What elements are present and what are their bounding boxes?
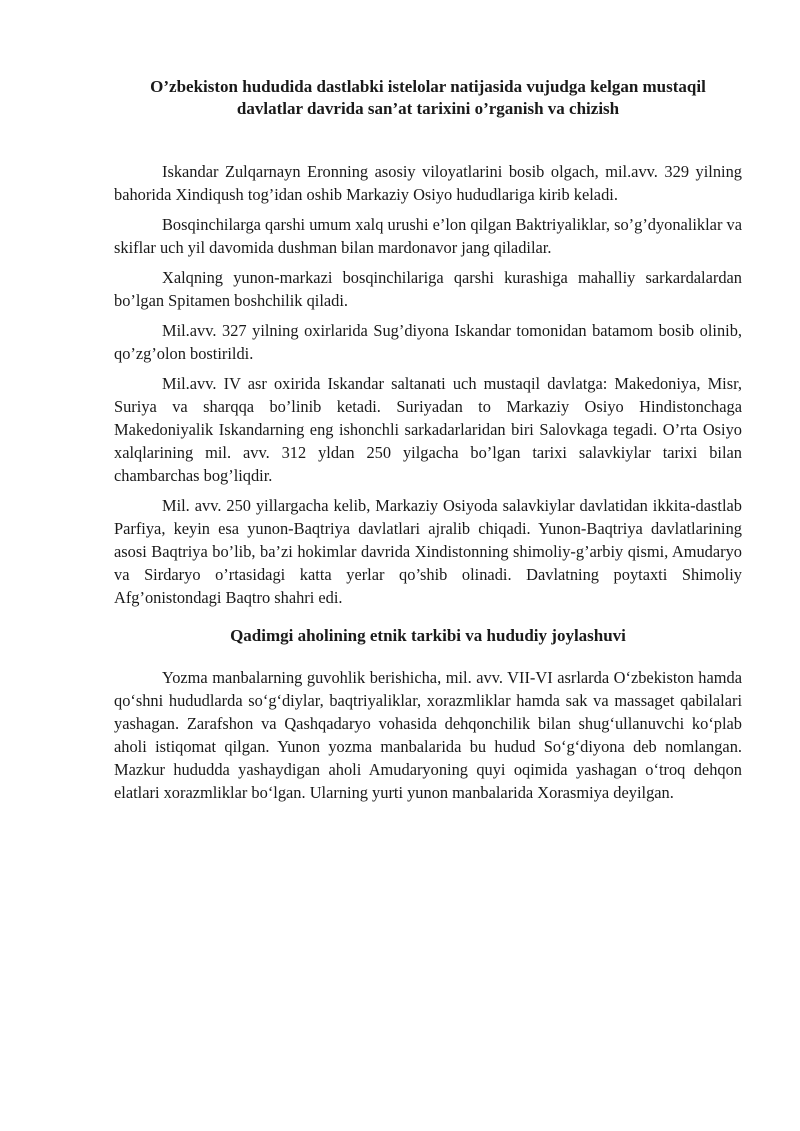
document-title: O’zbekiston hududida dastlabki istelolar natijasida vujudga kelgan mustaqil davlatlar davrida san’at tarixini o’rganish va chizish [150, 77, 706, 118]
section-subtitle: Qadimgi aholining etnik tarkibi va hududiy joylashuvi [230, 626, 626, 645]
paragraph-resistance: Bosqinchilarga qarshi umum xalq urushi e’lon qilgan Baktriyaliklar, so’g’dyonaliklar va skiflar uch yil davomida dushman bilan mardonavor jang qiladilar. [114, 215, 742, 257]
paragraph-iskandar-invasion: Iskandar Zulqarnayn Eronning asosiy viloyatlarini bosib olgach, mil.avv. 329 yilning bahorida Xindiqush tog’idan oshib Markaziy Osiyo hududlariga kirib keladi. [114, 162, 742, 204]
document-page [114, 76, 742, 811]
paragraph-greco-bactria: Mil. avv. 250 yillargacha kelib, Markaziy Osiyoda salavkiylar davlatidan ikkita-dastlab Parfiya, keyin esa yunon-Baqtriya davlatlari ajralib chiqadi. Yunon-Baqtriya davlatlarining asosi Baqtriya bo’lib, ba’zi hokimlar davrida Xindistonning shimoliy-g’arbiy qismi, Amudaryo va Sirdaryo o’rtasidagi katta yerlar qo’shib olinadi. Davlatning poytaxti Shimoliy Afg’onistondagi Baqtro shahri edi. [114, 496, 742, 607]
paragraph-empire-division: Mil.avv. IV asr oxirida Iskandar saltanati uch mustaqil davlatga: Makedoniya, Misr, Suriya va sharqqa bo’linib ketadi. Suriyadan to Markaziy Osiyo Hindistonchaga Makedoniyalik Iskandarning eng ishonchli sarkadarlaridan biri Salovkaga tegadi. O’rta Osiyo xalqlarining mil. avv. 312 yldan 250 yilgacha bo’lgan tarixi salavkiylar tarixi bilan chambarchas bog’liqdir. [114, 374, 742, 485]
paragraph-ethnic-composition: Yozma manbalarning guvohlik berishicha, mil. avv. VII-VI asrlarda O‘zbekiston hamda qo‘shni hududlarda so‘g‘diylar, baqtriyaliklar, xorazmliklar hamda sak va massaget qabilalari yashagan. Zarafshon va Qashqadaryo vohasida dehqonchilik bilan shug‘ullanuvchi ko‘plab aholi istiqomat qilgan. Yunon yozma manbalarida bu hudud So‘g‘diyona deb nomlangan. Mazkur hududda yashaydigan aholi Amudaryoning quyi oqimida yashagan o‘troq dehqon elatlari xorazmliklar bo‘lgan. Ularning yurti yunon manbalarida Xorasmiya deyilgan. [114, 668, 742, 802]
paragraph-spitamen: Xalqning yunon-markazi bosqinchilariga qarshi kurashiga mahalliy sarkardalardan bo’lgan Spitamen boshchilik qiladi. [114, 268, 742, 310]
paragraph-sugdiyona: Mil.avv. 327 yilning oxirlarida Sug’diyona Iskandar tomonidan batamom bosib olinib, qo’zg’olon bostirildi. [114, 321, 742, 363]
